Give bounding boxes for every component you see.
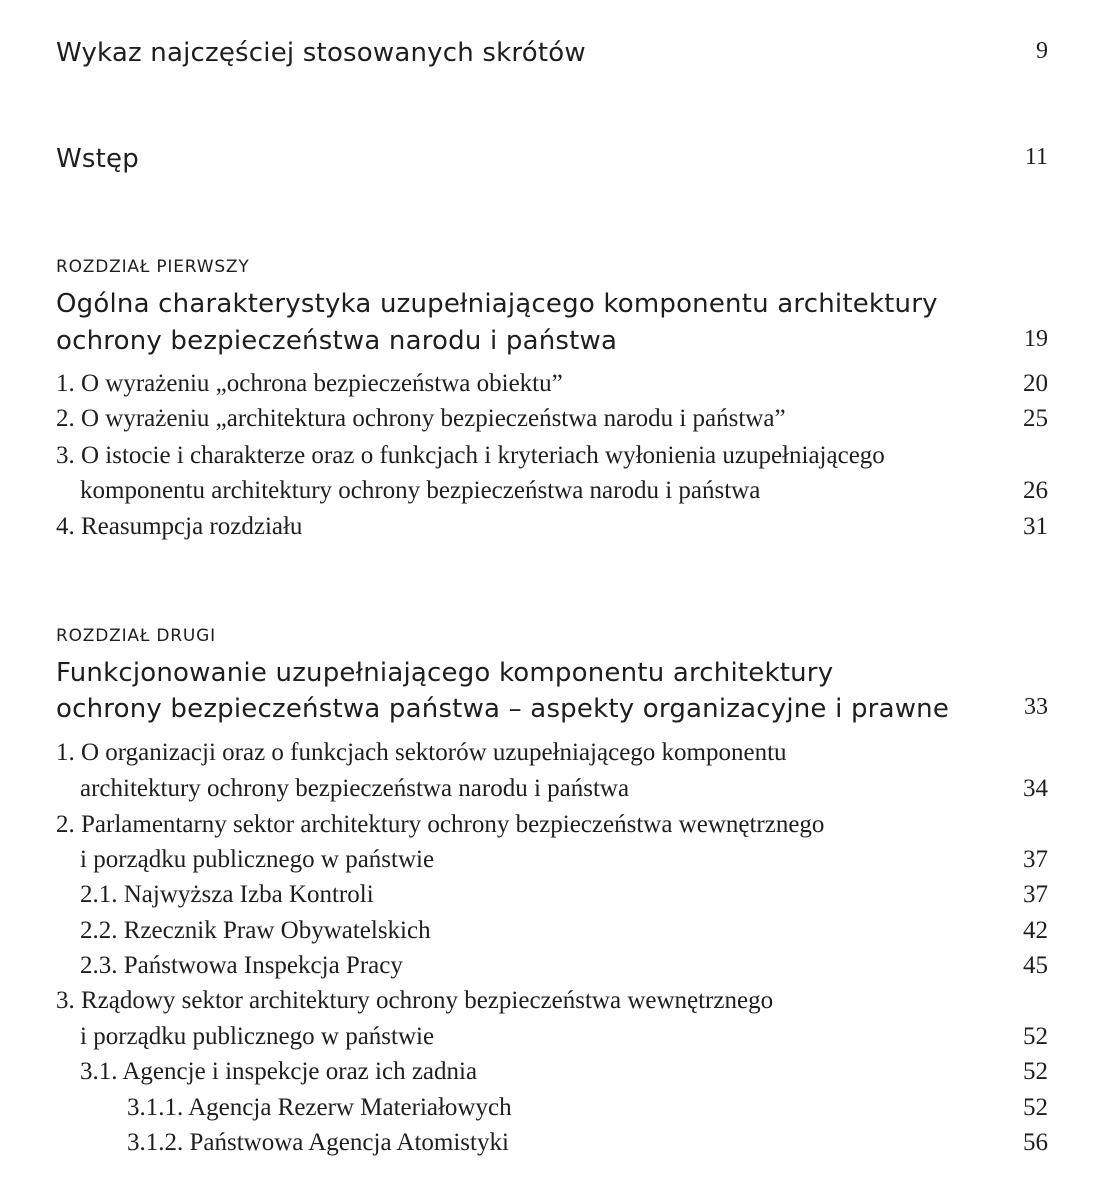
chapter-title-line: ochrony bezpieczeństwa państwa – aspekty organizacyjne i prawne (56, 694, 950, 724)
toc-entry-title: architektury ochrony bezpieczeństwa narodu i państwa (80, 775, 630, 802)
chapter-title-line: Ogólna charakterystyka uzupełniającego komponentu architektury (56, 289, 938, 319)
toc-entry-title: Wykaz najczęściej stosowanych skrótów (56, 38, 586, 68)
toc-entry-title: 2.3. Państwowa Inspekcja Pracy (80, 952, 403, 979)
toc-entry-page: 19 (1024, 326, 1048, 352)
toc-entry-title: 3.1. Agencje i inspekcje oraz ich zadnia (80, 1058, 478, 1085)
toc-entry-title: 1. O wyrażeniu „ochrona bezpieczeństwa obiektu” (56, 370, 563, 397)
toc-entry-page: 11 (1024, 144, 1048, 170)
toc-entry-title: 2. Parlamentarny sektor architektury ochrony bezpieczeństwa wewnętrznego (56, 811, 825, 838)
toc-entry-title: 2. O wyrażeniu „architektura ochrony bezpieczeństwa narodu i państwa” (56, 405, 786, 432)
table-of-contents-page: Wykaz najczęściej stosowanych skrótów 9 Wstęp 11 ROZDZIAŁ PIERWSZY Ogólna charakterystyka uzupełniającego komponentu architektury ochrony bezpieczeństwa narodu i państwa 19 1. O wyrażeniu „ochrona bezpieczeństwa obiektu” 20 2. O wyrażeniu „architektura ochrony bezpieczeństwa narodu i państwa” 25 3. O istocie i charakterze oraz o funkcjach i kryteriach wyłonienia uzupełniającego komponentu architektury ochrony bezpieczeństwa narodu i państwa 26 4. Reasumpcja rozdziału 31 ROZDZIAŁ DRUGI Funkcjonowanie uzupełniającego komponentu architektury ochrony bezpieczeństwa państwa – aspekty organizacyjne i prawne 33 1. O organizacji oraz o funkcjach sektorów uzupełniającego komponentu architektury ochrony bezpieczeństwa narodu i państwa 34 2. Parlamentarny sektor architektury ochrony bezpieczeństwa wewnętrznego i porządku publicznego w państwie 37 2.1. Najwyższa Izba Kontroli 37 2.2. Rzecznik Praw Obywatelskich 42 2.3. Państwowa Inspekcja Pracy 45 3. Rządowy sektor architektury ochrony bezpieczeństwa wewnętrznego i porządku publicznego w państwie 52 3.1. Agencje i inspekcje oraz ich zadnia 52 3.1.1. Agencja Rezerw Materiałowych 52 3.1.2. Państwowa Agencja Atomistyki 56 (0, 0, 1096, 1204)
toc-entry-page: 34 (1023, 775, 1048, 802)
toc-entry-title: komponentu architektury ochrony bezpieczeństwa narodu i państwa (80, 477, 761, 504)
toc-entry-title: 3. O istocie i charakterze oraz o funkcjach i kryteriach wyłonienia uzupełniającego (56, 442, 885, 469)
toc-entry-title: Wstęp (56, 144, 139, 174)
toc-entry-page: 45 (1023, 952, 1048, 979)
toc-entry-page: 37 (1023, 881, 1048, 908)
toc-entry-page: 9 (1036, 38, 1048, 64)
toc-entry-title: i porządku publicznego w państwie (80, 1023, 435, 1050)
toc-entry-page: 20 (1023, 370, 1048, 397)
toc-entry-title: 2.1. Najwyższa Izba Kontroli (80, 881, 374, 908)
toc-entry-title: 3.1.1. Agencja Rezerw Materiałowych (127, 1094, 512, 1121)
toc-entry-page: 52 (1023, 1023, 1048, 1050)
chapter-title-line: ochrony bezpieczeństwa narodu i państwa (56, 326, 618, 356)
toc-entry-title: i porządku publicznego w państwie (80, 846, 435, 873)
toc-entry-page: 42 (1023, 917, 1048, 944)
toc-entry-title: 4. Reasumpcja rozdziału (56, 513, 303, 540)
chapter-title-line: Funkcjonowanie uzupełniającego komponentu architektury (56, 658, 834, 688)
toc-entry-page: 56 (1023, 1129, 1048, 1156)
toc-entry-page: 37 (1023, 846, 1048, 873)
toc-entry-page: 52 (1023, 1058, 1048, 1085)
toc-entry-title: 1. O organizacji oraz o funkcjach sektorów uzupełniającego komponentu (56, 739, 787, 766)
toc-entry-title: 2.2. Rzecznik Praw Obywatelskich (80, 917, 431, 944)
toc-entry-page: 52 (1023, 1094, 1048, 1121)
toc-entry-page: 33 (1024, 694, 1048, 720)
toc-entry-page: 25 (1023, 405, 1048, 432)
toc-entry-title: 3.1.2. Państwowa Agencja Atomistyki (127, 1129, 509, 1156)
toc-entry-page: 26 (1023, 477, 1048, 504)
toc-entry-title: 3. Rządowy sektor architektury ochrony bezpieczeństwa wewnętrznego (56, 987, 774, 1014)
toc-entry-page: 31 (1023, 513, 1048, 540)
